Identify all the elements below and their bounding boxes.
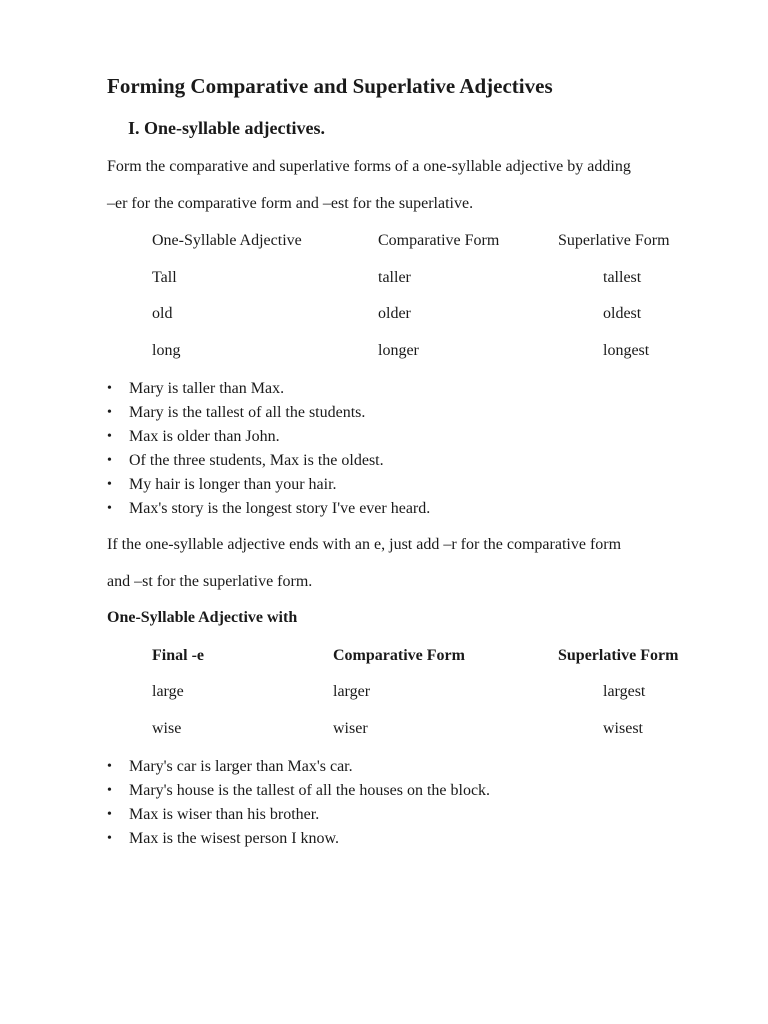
list-item	[107, 779, 490, 803]
list-item	[107, 803, 490, 827]
table-cell: large	[152, 683, 184, 700]
list-item-text: Mary is taller than Max.	[129, 380, 285, 397]
table-cell: old	[152, 305, 173, 322]
list-item	[107, 473, 430, 497]
list-item-text: Mary's house is the tallest of all the houses on the block.	[129, 782, 491, 799]
table-header-final-e: Final -e	[152, 647, 204, 664]
table-cell: taller	[378, 269, 411, 286]
section-heading-one-syllable: I. One-syllable adjectives.	[128, 118, 325, 138]
list-item	[107, 755, 490, 779]
table-cell: Tall	[152, 269, 177, 286]
bullet-icon: •	[107, 807, 112, 822]
bullet-icon: •	[107, 453, 112, 468]
list-item	[107, 449, 430, 473]
page-title: Forming Comparative and Superlative Adjectives	[107, 74, 553, 98]
list-item	[107, 497, 430, 521]
list-item-text: Mary is the tallest of all the students.	[129, 404, 366, 421]
list-item-text: Max is the wisest person I know.	[129, 830, 340, 847]
table-cell: long	[152, 342, 181, 359]
list-item-text: Max is wiser than his brother.	[129, 806, 320, 823]
table-header-adjective: One-Syllable Adjective	[152, 232, 302, 249]
bullet-icon: •	[107, 501, 112, 516]
table-cell: wiser	[333, 720, 368, 737]
table-cell: longer	[378, 342, 419, 359]
table-header-comparative: Comparative Form	[333, 647, 465, 664]
table-header-superlative: Superlative Form	[558, 232, 670, 249]
final-e-paragraph-line-1: If the one-syllable adjective ends with an e, just add –r for the comparative form	[107, 536, 622, 553]
table-cell: wise	[152, 720, 182, 737]
bullet-icon: •	[107, 405, 112, 420]
list-item-text: My hair is longer than your hair.	[129, 476, 337, 493]
table-cell: longest	[603, 342, 650, 359]
list-item-text: Max is older than John.	[129, 428, 280, 445]
list-item-text: Mary's car is larger than Max's car.	[129, 758, 353, 775]
bullet-icon: •	[107, 783, 112, 798]
intro-paragraph-line-1: Form the comparative and superlative forms of a one-syllable adjective by adding	[107, 158, 631, 175]
bullet-icon: •	[107, 381, 112, 396]
bullet-icon: •	[107, 429, 112, 444]
bullet-icon: •	[107, 831, 112, 846]
list-item	[107, 401, 430, 425]
examples-list-one	[107, 377, 430, 521]
table-cell: older	[378, 305, 411, 322]
table-cell: largest	[603, 683, 646, 700]
list-item-text: Of the three students, Max is the oldest.	[129, 452, 384, 469]
final-e-subheading: One-Syllable Adjective with	[107, 609, 298, 626]
list-item	[107, 377, 430, 401]
table-header-superlative: Superlative Form	[558, 647, 679, 664]
table-cell: larger	[333, 683, 371, 700]
final-e-paragraph-line-2: and –st for the superlative form.	[107, 573, 313, 590]
bullet-icon: •	[107, 759, 112, 774]
table-header-comparative: Comparative Form	[378, 232, 500, 249]
table-cell: wisest	[603, 720, 643, 737]
list-item	[107, 827, 490, 851]
bullet-icon: •	[107, 477, 112, 492]
examples-list-two	[107, 755, 490, 851]
list-item-text: Max's story is the longest story I've ever heard.	[129, 500, 431, 517]
table-cell: oldest	[603, 305, 642, 322]
list-item	[107, 425, 430, 449]
table-cell: tallest	[603, 269, 642, 286]
intro-paragraph-line-2: –er for the comparative form and –est for the superlative.	[107, 195, 474, 212]
